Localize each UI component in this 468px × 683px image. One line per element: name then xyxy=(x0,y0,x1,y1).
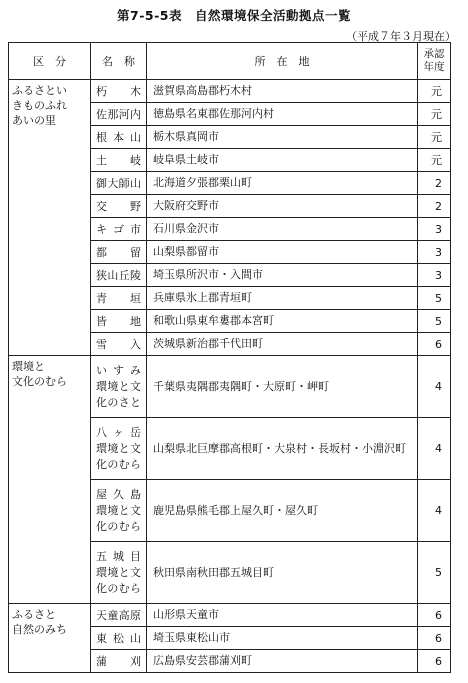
category-cell xyxy=(9,356,91,604)
year-cell: 6 xyxy=(418,604,451,627)
category-line: 環境と xyxy=(12,360,45,373)
header-year xyxy=(418,43,451,80)
category-cell xyxy=(9,80,91,356)
table-body xyxy=(9,80,451,673)
year-cell: 4 xyxy=(418,418,451,480)
location-cell: 石川県金沢市 xyxy=(147,218,418,241)
name-line: 化のむら xyxy=(96,457,141,471)
year-cell: 5 xyxy=(418,287,451,310)
name-line: 天童高原 xyxy=(96,609,141,622)
table-row xyxy=(9,80,451,103)
name-cell xyxy=(91,218,147,241)
name-line: 蒲 刈 xyxy=(96,655,141,668)
name-cell xyxy=(91,287,147,310)
name-line: 環境と文 xyxy=(96,565,141,579)
location-cell: 広島県安芸郡蒲刈町 xyxy=(147,650,418,673)
location-cell: 和歌山県東牟婁郡本宮町 xyxy=(147,310,418,333)
year-cell: 元 xyxy=(418,126,451,149)
year-cell: 6 xyxy=(418,650,451,673)
category-line: ふるさと xyxy=(12,608,56,621)
name-cell xyxy=(91,80,147,103)
location-cell: 岐阜県土岐市 xyxy=(147,149,418,172)
location-cell: 滋賀県高島郡朽木村 xyxy=(147,80,418,103)
name-line: 佐那河内 xyxy=(96,108,141,121)
header-year-line2: 年度 xyxy=(423,61,445,73)
location-cell: 北海道夕張郡栗山町 xyxy=(147,172,418,195)
name-line: 屋久島 xyxy=(96,487,141,501)
name-line: 土 岐 xyxy=(96,154,141,167)
name-line: 環境と文 xyxy=(96,503,141,517)
year-cell: 5 xyxy=(418,542,451,604)
table-row xyxy=(9,604,451,627)
name-cell xyxy=(91,480,147,542)
location-cell: 山梨県都留市 xyxy=(147,241,418,264)
date-note: （平成７年３月現在） xyxy=(346,30,456,43)
name-line: 東松山 xyxy=(96,632,141,645)
year-cell: 元 xyxy=(418,80,451,103)
name-line: 狭山丘陵 xyxy=(96,269,141,282)
name-line: 環境と文 xyxy=(96,379,141,393)
year-cell: 6 xyxy=(418,333,451,356)
name-cell xyxy=(91,627,147,650)
name-cell xyxy=(91,126,147,149)
name-cell xyxy=(91,195,147,218)
name-line: 根本山 xyxy=(96,131,141,144)
name-line: 化のむら xyxy=(96,519,141,533)
location-cell: 栃木県真岡市 xyxy=(147,126,418,149)
name-cell xyxy=(91,356,147,418)
year-cell: 4 xyxy=(418,356,451,418)
location-cell: 千葉県夷隅郡夷隅町・大原町・岬町 xyxy=(147,356,418,418)
site-table xyxy=(8,42,451,673)
year-cell: 3 xyxy=(418,264,451,287)
year-cell: 2 xyxy=(418,172,451,195)
location-cell: 兵庫県氷上郡青垣町 xyxy=(147,287,418,310)
name-cell xyxy=(91,604,147,627)
year-cell: 5 xyxy=(418,310,451,333)
category-line: ふるさとい xyxy=(12,84,67,97)
year-cell: 2 xyxy=(418,195,451,218)
name-line: 環境と文 xyxy=(96,441,141,455)
year-cell: 6 xyxy=(418,627,451,650)
name-line: 御大師山 xyxy=(96,177,141,190)
name-cell xyxy=(91,418,147,480)
header-category: 区 分 xyxy=(9,43,91,80)
category-line: あいの里 xyxy=(12,114,56,127)
category-line: 自然のみち xyxy=(12,623,67,636)
table-row xyxy=(9,356,451,418)
name-cell xyxy=(91,241,147,264)
name-cell xyxy=(91,650,147,673)
name-line: 八ヶ岳 xyxy=(96,425,141,439)
location-cell: 秋田県南秋田郡五城目町 xyxy=(147,542,418,604)
name-line: 皆 地 xyxy=(96,315,141,328)
year-cell: 元 xyxy=(418,103,451,126)
name-cell xyxy=(91,310,147,333)
name-cell xyxy=(91,542,147,604)
year-cell: 4 xyxy=(418,480,451,542)
name-line: 交 野 xyxy=(96,200,141,213)
table-title: 第7-5-5表 自然環境保全活動拠点一覧 xyxy=(117,8,351,23)
location-cell: 徳島県名東郡佐那河内村 xyxy=(147,103,418,126)
year-cell: 元 xyxy=(418,149,451,172)
name-line: 朽 木 xyxy=(96,85,141,98)
name-cell xyxy=(91,149,147,172)
category-cell xyxy=(9,604,91,673)
name-line: 化のさと xyxy=(96,395,141,409)
name-line: いすみ xyxy=(96,363,141,377)
category-line: 文化のむら xyxy=(12,375,67,388)
location-cell: 山形県天童市 xyxy=(147,604,418,627)
name-line: 青 垣 xyxy=(96,292,141,305)
location-cell: 大阪府交野市 xyxy=(147,195,418,218)
name-cell xyxy=(91,172,147,195)
name-line: 五城目 xyxy=(96,549,141,563)
category-line: きものふれ xyxy=(12,99,67,112)
name-line: キゴ市 xyxy=(96,223,141,236)
location-cell: 茨城県新治郡千代田町 xyxy=(147,333,418,356)
name-cell xyxy=(91,103,147,126)
header-name: 名 称 xyxy=(91,43,147,80)
year-cell: 3 xyxy=(418,218,451,241)
name-cell xyxy=(91,264,147,287)
year-cell: 3 xyxy=(418,241,451,264)
header-year-line1: 承認 xyxy=(423,48,445,60)
location-cell: 埼玉県所沢市・入間市 xyxy=(147,264,418,287)
location-cell: 山梨県北巨摩郡高根町・大泉村・長坂村・小淵沢町 xyxy=(147,418,418,480)
header-row xyxy=(9,43,451,80)
header-location: 所 在 地 xyxy=(147,43,418,80)
location-cell: 鹿児島県熊毛郡上屋久町・屋久町 xyxy=(147,480,418,542)
name-line: 雪 入 xyxy=(96,338,141,351)
name-line: 化のむら xyxy=(96,581,141,595)
location-cell: 埼玉県東松山市 xyxy=(147,627,418,650)
name-cell xyxy=(91,333,147,356)
name-line: 都 留 xyxy=(96,246,141,259)
